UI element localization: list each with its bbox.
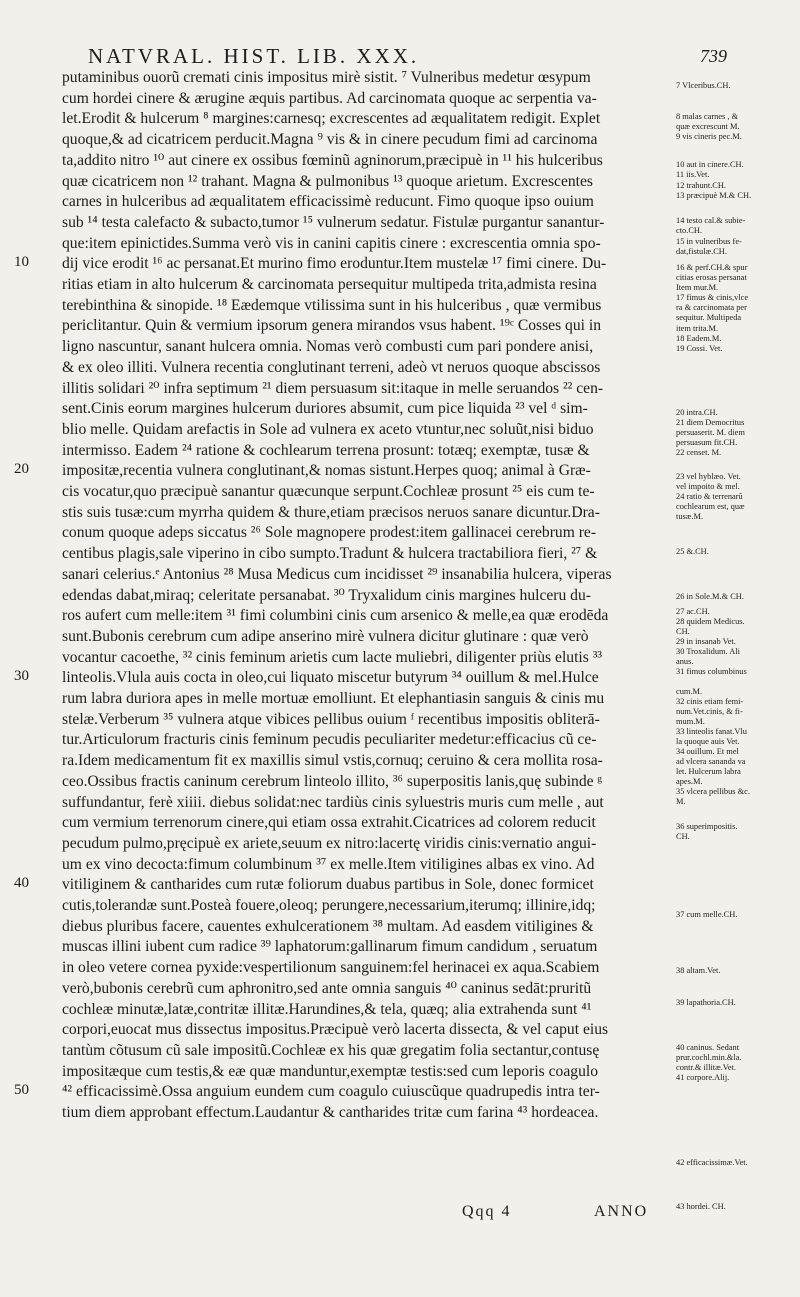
text-line: ros aufert cum melle:item ³¹ fimi columbini cinis cum arsenico & melle,ea quæ erodēda (62, 607, 609, 625)
text-line: & ex oleo illiti. Vulnera recentia conglutinant terreni, adeò vt neruos quoque abscissos (62, 358, 601, 376)
margin-note: 37 cum melle.CH. (676, 910, 738, 919)
signature-mark: Qqq 4 (462, 1203, 512, 1220)
text-line: ceo.Ossibus fractis caninum cerebrum linteolo illito, ³⁶ superpositis lanis,quę subinde ᵍ (62, 772, 603, 790)
margin-note: num.Vet.cinis, & fi- (676, 707, 743, 716)
margin-note: cto.CH. (676, 226, 703, 235)
margin-note: 26 in Sole.M.& CH. (676, 592, 744, 601)
margin-note: la quoque auis Vet. (676, 737, 740, 746)
text-line: ligno nascuntur, sanant hulcera omnia. Nomas verò combusti cum pari pondere anisi, (62, 338, 594, 356)
text-line: blio melle. Quidam arefactis in Sole ad vulnera ex aceto vtuntur,nec soluũt,nisi biduo (62, 420, 594, 438)
margin-note: 32 cinis etiam femi- (676, 697, 744, 706)
text-line: periclitantur. Quin & vermium ipsorum genera mirandos vsus habent. ¹⁹ᶜ Cosses qui in (62, 317, 602, 335)
margin-note: 42 efficacissimæ.Vet. (676, 1158, 748, 1167)
text-line: um ex vino decocta:fimum columbinum ³⁷ ex melle.Item vitiligines albas ex vino. Ad (62, 855, 595, 873)
margin-note: 23 vel hyblæo. Vet. (676, 472, 741, 481)
margin-note: 12 trahunt.CH. (676, 181, 727, 190)
text-line: vocantur cacoethe, ³² cinis feminum arietis cum lacte muliebri, diligenter priùs elutis ³³ (62, 648, 603, 666)
margin-note: 7 Vlceribus.CH. (676, 81, 731, 90)
margin-note: citias erosas persanat (676, 273, 747, 282)
text-line: terebinthina & sinopide. ¹⁸ Eædemque vtilissima sunt in his hulceribus , quæ vermibus (62, 296, 602, 314)
margin-note: 22 censet. M. (676, 448, 722, 457)
text-line: impositæque cum testis,& eæ quæ manduntur,exemptæ testis:sed cum leporis coagulo (62, 1062, 598, 1080)
line-number: 50 (14, 1082, 29, 1099)
margin-note: 36 superimpositis. (676, 822, 738, 831)
margin-note: cum.M. (676, 687, 703, 696)
page-number: 739 (700, 46, 727, 66)
margin-note: vel impoito & mel. (676, 482, 740, 491)
margin-note: 27 ac.CH. (676, 607, 710, 616)
margin-note: 20 intra.CH. (676, 408, 718, 417)
margin-note: persuasum fit.CH. (676, 438, 738, 447)
margin-note: 10 aut in cinere.CH. (676, 160, 744, 169)
margin-note: 25 &.CH. (676, 547, 709, 556)
margin-note: 29 in insanab Vet. (676, 637, 736, 646)
text-line: tantùm cõtusum cũ sale impositũ.Cochleæ ex his quæ gregatim folia sectantur,contusę (62, 1041, 600, 1059)
text-line: ⁴² efficacissimè.Ossa anguium eundem cum coagulo cuiuscũque quadrupedis intra ter- (62, 1083, 600, 1101)
text-line: sanari celerius.ᵉ Antonius ²⁸ Musa Medicus cum incidisset ²⁹ insanabilia hulcera, viperas (62, 565, 612, 583)
text-line: let.Erodit & hulcerum ⁸ margines:carnesq; excrescentes ad æqualitatem redigit. Explet (62, 110, 601, 128)
margin-note: 24 ratio & terrenarũ (676, 492, 743, 501)
margin-note: contr.& illitæ.Vet. (676, 1063, 737, 1072)
line-number: 20 (14, 461, 29, 478)
text-line: cum vermium terrenorum cinere,qui etiam ossa extrahit.Cicatrices ad colorem reducit (62, 814, 596, 832)
margin-note: 21 diem Democritus (676, 418, 745, 427)
margin-note: 9 vis cineris pec.M. (676, 132, 742, 141)
margin-note: cochlearum est, quæ (676, 502, 745, 511)
margin-note: tusæ.M. (676, 512, 703, 521)
margin-note: 15 in vulneribus fe- (676, 237, 742, 246)
margin-note: ad vlcera sananda va (676, 757, 746, 766)
margin-note: 16 & perf.CH.& spur (676, 263, 748, 272)
margin-note: let. Hulcerum labra (676, 767, 741, 776)
text-line: sent.Cinis eorum margines hulcerum duriores absumit, cum pice liquida ²³ vel ᵈ sim- (62, 400, 588, 418)
text-line: in oleo vetere cornea pyxide:vespertilionum sanguinem:fel herinacei ex aqua.Scabiem (62, 959, 600, 977)
text-line: suffundantur, ferè xiiii. diebus solidat:nec tardiùs cinis syluestris muris cum melle , aut (62, 793, 604, 811)
margin-note: prur.cochl.min.&la. (676, 1053, 742, 1062)
line-number: 30 (14, 668, 29, 685)
margin-note: 43 hordei. CH. (676, 1202, 726, 1211)
text-line: corpori,euocat mus dissectus impositus.Præcipuè verò lacerta dissecta, & vel caput eius (62, 1021, 609, 1039)
margin-note: quæ excrescunt M. (676, 122, 740, 131)
margin-note: CH. (676, 627, 690, 636)
margin-note: persuaserit. M. diem (676, 428, 745, 437)
line-number: 40 (14, 875, 29, 892)
text-line: ra.Idem medicamentum fit ex maxillis simul vstis,cornuq; ceruino & cera mollita rosa- (62, 752, 603, 770)
text-line: verò,bubonis cerebrũ cum aphronitro,sed ante omnia sanguis ⁴⁰ caninus sedāt:pruritũ (62, 979, 592, 997)
text-line: illitis solidari ²⁰ infra septimum ²¹ diem persuasum sit:itaque in melle seruandos ²² cen- (62, 379, 604, 397)
text-line: cochleæ minutæ,latæ,contritæ illitæ.Harundines,& tela, quæq; alia extrahenda sunt ⁴¹ (62, 1000, 592, 1018)
text-line: putaminibus ouorũ cremati cinis impositus mirè sistit. ⁷ Vulneribus medetur œsypum (62, 69, 591, 86)
text-line: carnes in hulceribus ad æqualitatem efficacissimè reducunt. Fimo quoque ipso ouium (62, 193, 594, 211)
running-head: NATVRAL. HIST. LIB. XXX. (88, 44, 420, 68)
margin-note: 19 Cossi. Vet. (676, 344, 723, 353)
margin-note: anus. (676, 657, 694, 666)
text-line: quoque,& ad cicatricem perducit.Magna ⁹ vis & in cinere pecudum fimi ad carcinoma (62, 131, 598, 149)
margin-note: 8 malas carnes , & (676, 112, 739, 121)
margin-note: 41 corpore.Alij. (676, 1073, 730, 1082)
text-line: ta,addito nitro ¹⁰ aut cinere ex ossibus fœminũ agninorum,præcipuè in ¹¹ his hulceribus (62, 151, 603, 169)
margin-note: 18 Eadem.M. (676, 334, 722, 343)
text-line: stelæ.Verberum ³⁵ vulnera atque vibices pellibus ouium ᶠ recentibus impositis obliterā- (62, 710, 600, 728)
margin-note: 38 altam.Vet. (676, 966, 721, 975)
margin-note: mum.M. (676, 717, 705, 726)
text-line: ritias etiam in alto hulcerum & carcinomata persequitur multipeda trita,admista resina (62, 276, 597, 293)
text-line: diebus pluribus facere, cauentes exhulcerationem ³⁸ multam. Ad easdem vitiligines & (62, 917, 594, 935)
margin-note: item trita.M. (676, 324, 719, 333)
margin-note: CH. (676, 832, 690, 841)
margin-note: 17 fimus & cinis,vlce (676, 293, 749, 302)
text-line: quæ cicatricem non ¹² trahant. Magna & pulmonibus ¹³ quoque arietum. Excrescentes (62, 172, 593, 190)
margin-note: dat,fistulæ.CH. (676, 247, 727, 256)
margin-note: 40 caninus. Sedant (676, 1043, 740, 1052)
text-line: linteolis.Vlula auis cocta in oleo,cui liquato miscetur butyrum ³⁴ ouillum & mel.Hulce (62, 669, 599, 687)
text-line: impositæ,recentia vulnera conglutinant,& nomas sistunt.Herpes quoq; animal à Græ- (62, 462, 591, 480)
margin-note: M. (676, 797, 686, 806)
text-line: stis suis tusæ:cum myrrha quidem & thure,etiam præcisos neruos sanare dicuntur.Dra- (62, 503, 600, 521)
margin-note: 30 Troxalidum. Ali (676, 647, 740, 656)
text-line: cutis,tolerandæ sunt.Posteà fouere,oleoq; perungere,necessarium,iterumq; illinire,idq; (62, 897, 596, 914)
text-line: pecudum pulmo,pręcipuè ex ariete,seuum ex nitro:lacertę viridis cinis:vernatio angui- (62, 834, 597, 852)
margin-note: 34 ouillum. Et mel (676, 747, 739, 756)
catchword: ANNO (594, 1203, 649, 1220)
line-number: 10 (14, 254, 29, 271)
text-line: cum hordei cinere & ærugine æquis partibus. Ad carcinomata quoque ac serpentia va- (62, 89, 597, 107)
text-line: conum quoque adeps siccatus ²⁶ Sole magnopere prodest:item gallinacei cerebrum re- (62, 524, 597, 542)
text-line: muscas illini iubent cum radice ³⁹ laphatorum:gallinarum fimum candidum , seruatum (62, 938, 598, 956)
margin-note: 35 vlcera pellibus &c. (676, 787, 750, 796)
text-line: tium diem approbant effectum.Laudantur & cantharides tritæ cum farina ⁴³ hordeacea. (62, 1104, 599, 1121)
text-line: tur.Articulorum fracturis cinis feminum pecudis peculiariter medetur:efficacius cũ ce- (62, 731, 597, 749)
margin-note: 33 linteolis fanat.Vlu (676, 727, 747, 736)
text-line: cis vocatur,quo præcipuè sanantur quæcunque serpunt.Cochleæ prosunt ²⁵ eis cum te- (62, 483, 595, 500)
text-line: edendas dabat,miraq; celeritate persanabat. ³⁰ Tryxalidum cinis margines hulceru du- (62, 586, 591, 604)
margin-note: 11 iis.Vet. (676, 170, 710, 179)
margin-note: 31 fimus columbinus (676, 667, 747, 676)
text-line: centibus plagis,sale viperino in cibo sumpto.Tradunt & hulcera tractabiliora fieri, ²⁷ & (62, 545, 598, 563)
margin-note: Item mur.M. (676, 283, 719, 292)
text-line: sub ¹⁴ testa calefacto & subacto,tumor ¹⁵ vulnerum sedatur. Fistulæ purgantur sanantur- (62, 213, 605, 231)
text-line: dij vice erodit ¹⁶ ac persanat.Et murino fimo eroduntur.Item mustelæ ¹⁷ fimi cinere. Du- (62, 255, 607, 273)
text-line: sunt.Bubonis cerebrum cum adipe anserino mirè vulnera dicitur glutinare : quæ verò (62, 627, 589, 645)
text-line: que:item epinictides.Summa verò vis in canini capitis cinere : excrescentia omnia spo- (62, 234, 601, 252)
margin-note: apes.M. (676, 777, 703, 786)
text-line: vitiliginem & cantharides cum rutæ foliorum duabus partibus in Sole, donec formicet (62, 876, 594, 894)
margin-note: 28 quidem Medicus. (676, 617, 745, 626)
margin-note: sequitur. Multipeda (676, 313, 742, 322)
margin-note: 13 præcipuè M.& CH. (676, 191, 752, 200)
margin-note: ra & carcinomata per (676, 303, 747, 312)
text-line: rum labra duriora apes in melle mortuæ emolliunt. Et elephantiasin sanguis & cinis mu (62, 690, 605, 707)
margin-note: 39 lapathoria.CH. (676, 998, 736, 1007)
text-line: intermisso. Eadem ²⁴ ratione & cochlearum terrena prosunt: totæq; exemptæ, tusæ & (62, 441, 590, 459)
margin-note: 14 testo cal.& subie- (676, 216, 746, 225)
